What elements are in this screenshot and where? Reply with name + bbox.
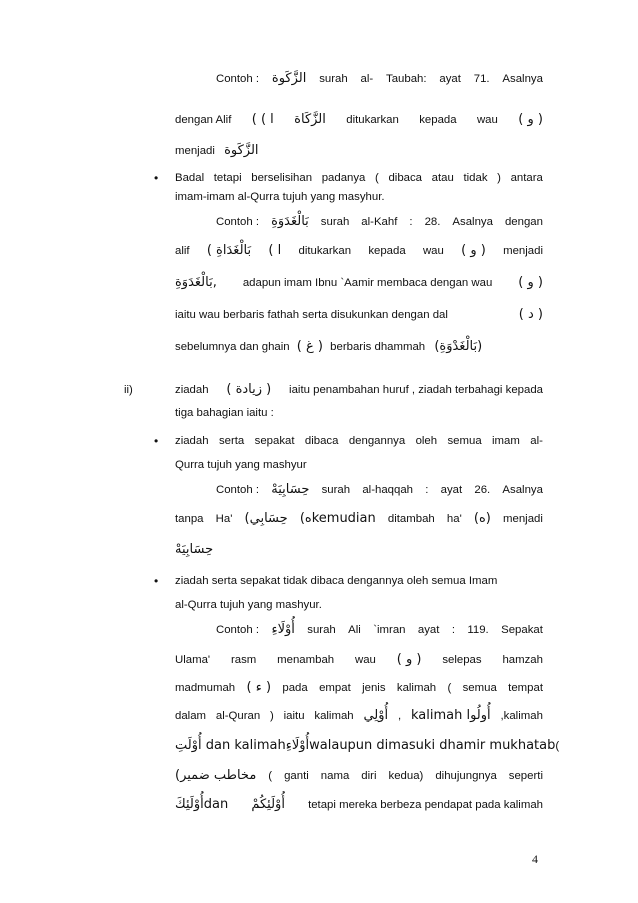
word: ziadah serta sepakat tidak dibaca dengannya oleh semua Imam xyxy=(175,575,498,587)
arabic-text: ( و ) xyxy=(518,275,543,290)
word: ( xyxy=(555,740,560,752)
line-22 xyxy=(175,680,543,696)
word: ganti xyxy=(284,770,309,782)
line-12 xyxy=(175,405,274,421)
word: wau xyxy=(354,654,376,666)
word: tetapi xyxy=(213,172,242,184)
line-8 xyxy=(175,275,543,291)
word: dibaca xyxy=(388,172,423,184)
word: Sepakat xyxy=(501,624,543,636)
word: Contoh : xyxy=(216,624,260,636)
word: menambah xyxy=(277,654,335,666)
word: al-Quran xyxy=(215,710,261,722)
word: Ali xyxy=(348,624,361,636)
word: iaitu wau berbaris fathah serta disukunkan dengan dal xyxy=(175,309,448,321)
arabic-text: حِسَابِيَهْ xyxy=(271,482,310,497)
word: Ha' xyxy=(215,513,233,525)
word: adapun imam Ibnu `Aamir membaca dengan wau xyxy=(242,277,493,289)
word: dihujungnya xyxy=(435,770,497,782)
word: berbaris dhammah xyxy=(330,341,426,353)
word: rasm xyxy=(230,654,257,666)
line-16 xyxy=(175,511,543,527)
line-26 xyxy=(175,797,543,813)
arabic-text: ( غ ) xyxy=(296,339,323,354)
word: surah xyxy=(307,624,336,636)
line-23 xyxy=(175,708,543,724)
word: : xyxy=(409,216,413,228)
word: oleh xyxy=(415,435,438,447)
arabic-text: أُوْلَئِكَdan xyxy=(175,797,229,812)
word: empat xyxy=(319,682,351,694)
arabic-text: الزَّكَاة xyxy=(294,112,326,127)
line-18 xyxy=(175,573,543,589)
word: ) xyxy=(270,710,274,722)
line-24 xyxy=(175,738,560,754)
arabic-text: حِسَابِيَهْ xyxy=(175,542,214,557)
arabic-text: أُوْلَئِكُمْ xyxy=(251,797,285,812)
word: tiga bahagian iaitu : xyxy=(175,407,274,419)
bullet-icon: • xyxy=(154,434,159,448)
line-7 xyxy=(175,243,543,259)
word: nama xyxy=(320,770,350,782)
word: 119. xyxy=(467,624,489,636)
word: kepada xyxy=(419,114,457,126)
word: surah xyxy=(321,484,351,496)
word: ( xyxy=(375,172,379,184)
word: dibaca xyxy=(304,435,339,447)
word: ( xyxy=(268,770,273,782)
line-6 xyxy=(216,214,543,230)
word: dengannya xyxy=(348,435,406,447)
word: tetapi mereka berbeza pendapat pada kalimah xyxy=(308,799,543,811)
word: menjadi xyxy=(503,245,543,257)
word: Asalnya xyxy=(502,73,543,85)
word: semua xyxy=(462,682,497,694)
word: madmumah xyxy=(175,682,236,694)
line-2 xyxy=(175,112,543,128)
word: Asalnya xyxy=(452,216,493,228)
page-number: 4 xyxy=(532,852,538,866)
arabic-text: ( ء ) xyxy=(246,680,272,695)
word: tanpa xyxy=(175,513,204,525)
word: ayat xyxy=(439,73,461,85)
line-10 xyxy=(175,339,482,355)
arabic-text: (بَالْغَدْوَةِ) xyxy=(434,339,483,354)
word: alif xyxy=(175,245,190,257)
word: pada xyxy=(282,682,308,694)
word: ayat xyxy=(417,624,440,636)
arabic-text: ( ا xyxy=(268,243,282,258)
bullet-icon: • xyxy=(154,574,159,588)
word: al-haqqah xyxy=(362,484,413,496)
word: iaitu penambahan huruf , ziadah terbahagi kepada xyxy=(289,384,543,396)
word: tidak xyxy=(463,172,488,184)
word: 28. xyxy=(424,216,441,228)
word: imam-imam al-Qurra tujuh yang masyhur. xyxy=(175,191,385,203)
word: ha' xyxy=(446,513,462,525)
word: atau xyxy=(431,172,454,184)
word: ziadah xyxy=(175,435,209,447)
word: ( xyxy=(447,682,452,694)
arabic-text: ( زيادة ) xyxy=(226,382,272,397)
word: padanya xyxy=(321,172,366,184)
word: , xyxy=(397,710,402,722)
word: menjadi xyxy=(503,513,543,525)
line-11 xyxy=(175,382,543,398)
word: dengan Alif xyxy=(175,114,232,126)
word: diri xyxy=(361,770,377,782)
word: kepada xyxy=(368,245,406,257)
line-13 xyxy=(175,433,543,449)
word: menjadi xyxy=(175,145,215,157)
word: : xyxy=(451,624,455,636)
word: ditukarkan xyxy=(346,114,399,126)
arabic-text: أُوْلِي xyxy=(363,708,389,723)
word: surah xyxy=(320,216,350,228)
word: ayat xyxy=(440,484,463,496)
line-15 xyxy=(216,482,543,498)
arabic-text: (مخاطب ضمير xyxy=(175,768,257,783)
word: dalam xyxy=(175,710,207,722)
arabic-text: أُوْلَاءِ xyxy=(271,622,295,637)
word: Taubah: xyxy=(386,73,427,85)
word: dengan xyxy=(504,216,543,228)
arabic-text: بَالْغَدَوَةِ xyxy=(271,214,309,229)
word: imam xyxy=(492,435,520,447)
word: ,kalimah xyxy=(500,710,543,722)
word: berselisihan xyxy=(251,172,313,184)
word: 26. xyxy=(474,484,491,496)
word: : xyxy=(425,484,429,496)
word: Qurra tujuh yang mashyur xyxy=(175,459,307,471)
word: 71. xyxy=(473,73,490,85)
word: seperti xyxy=(508,770,543,782)
line-25 xyxy=(175,768,543,784)
word: al- xyxy=(530,435,543,447)
word: kedua) xyxy=(388,770,424,782)
word: kalimah xyxy=(396,682,437,694)
word: ditambah xyxy=(387,513,435,525)
line-21 xyxy=(175,652,543,668)
word: sepakat xyxy=(254,435,295,447)
arabic-text: ( و ) xyxy=(518,112,543,127)
word: hamzah xyxy=(502,654,543,666)
line-17 xyxy=(175,542,213,558)
word: wau xyxy=(422,245,444,257)
line-20 xyxy=(216,622,543,638)
arabic-text: ( بَالْغَدَاةِ xyxy=(206,243,252,258)
arabic-text: الزَّكَوة xyxy=(224,143,259,158)
arabic-text: ( ( ا xyxy=(251,112,274,127)
arabic-text: أُوْلَاءِwalaupun dimasuki dhamir mukhatab xyxy=(285,738,556,753)
word: serta xyxy=(218,435,245,447)
word: Contoh : xyxy=(216,73,260,85)
word: jenis xyxy=(362,682,386,694)
word: kalimah xyxy=(314,710,354,722)
word: Badal xyxy=(175,172,205,184)
arabic-text: الزَّكَوة xyxy=(271,71,307,86)
word: ) xyxy=(497,172,501,184)
word: wau xyxy=(476,114,498,126)
line-4 xyxy=(175,170,543,186)
arabic-text: (ه) xyxy=(473,511,491,526)
arabic-text: ( د ) xyxy=(518,307,543,322)
line-1 xyxy=(216,71,543,87)
word: Asalnya xyxy=(502,484,543,496)
word: surah xyxy=(319,73,348,85)
word: sebelumnya dan ghain xyxy=(175,341,290,353)
line-14 xyxy=(175,457,307,473)
line-9 xyxy=(175,307,543,323)
line-3 xyxy=(175,143,259,159)
arabic-text: (حِسَابِي xyxy=(244,511,288,526)
section-label: ii) xyxy=(124,384,133,396)
arabic-text: ( و ) xyxy=(461,243,486,258)
word: antara xyxy=(510,172,543,184)
arabic-text: أُوْلَتِ dan kalimah xyxy=(175,738,286,753)
arabic-text: بَالْغَدَوَةِ, xyxy=(175,275,217,290)
word: al- xyxy=(360,73,374,85)
word: al-Qurra tujuh yang mashyur. xyxy=(175,599,322,611)
arabic-text: ( و ) xyxy=(396,652,422,667)
word: selepas xyxy=(442,654,482,666)
word: `imran xyxy=(373,624,406,636)
bullet-icon: • xyxy=(154,171,159,185)
arabic-text: kalimah أُولُوا xyxy=(410,708,491,723)
arabic-text: (هkemudian xyxy=(299,511,376,526)
word: Contoh : xyxy=(216,484,260,496)
word: Ulama' xyxy=(175,654,211,666)
word: iaitu xyxy=(283,710,305,722)
line-5 xyxy=(175,189,385,205)
word: al-Kahf xyxy=(361,216,398,228)
word: semua xyxy=(447,435,482,447)
word: tempat xyxy=(508,682,543,694)
line-19 xyxy=(175,597,322,613)
word: ditukarkan xyxy=(298,245,352,257)
word: ziadah xyxy=(175,384,209,396)
word: Contoh : xyxy=(216,216,260,228)
